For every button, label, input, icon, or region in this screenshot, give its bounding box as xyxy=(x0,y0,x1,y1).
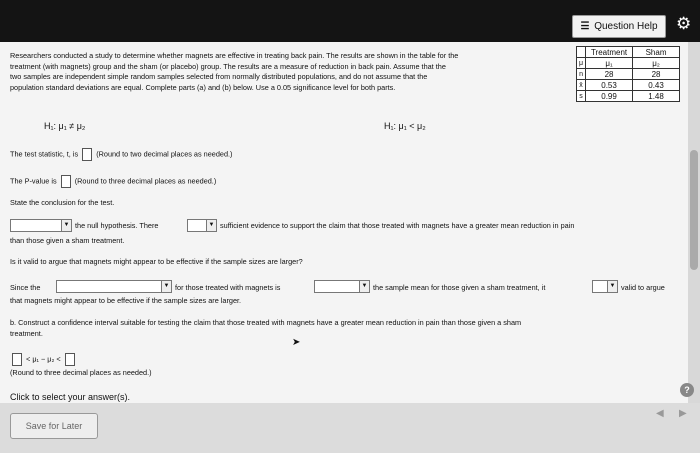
footer-bar xyxy=(0,403,700,453)
chevron-down-icon: ▼ xyxy=(206,220,216,231)
valid-text: the sample mean for those given a sham treatment, it xyxy=(373,283,546,292)
comparison-dropdown[interactable] xyxy=(314,280,370,293)
p-value-label: The P-value is xyxy=(10,176,57,186)
reject-dropdown[interactable] xyxy=(10,219,72,232)
test-statistic-note: (Round to two decimal places as needed.) xyxy=(96,149,233,159)
evidence-dropdown[interactable] xyxy=(187,219,217,232)
next-icon[interactable]: ▶ xyxy=(679,408,687,419)
test-statistic-label: The test statistic, t, is xyxy=(10,149,79,159)
mouse-cursor-icon: ➤ xyxy=(292,337,301,348)
confidence-interval-row xyxy=(10,353,77,366)
is-valid-dropdown[interactable] xyxy=(592,280,618,293)
table-header-row xyxy=(577,47,680,58)
statistic-dropdown[interactable] xyxy=(56,280,172,293)
list-icon: ☰ xyxy=(580,21,590,32)
p-value-note: (Round to three decimal places as needed.) xyxy=(74,176,217,186)
table-cell: μ₂ xyxy=(633,58,680,69)
table-cell: 28 xyxy=(633,69,680,80)
data-table xyxy=(576,46,680,102)
chevron-down-icon: ▼ xyxy=(607,281,617,292)
valid-text: for those treated with magnets is xyxy=(175,283,281,292)
row-label: μ xyxy=(577,58,586,69)
part-b-text: b. Construct a confidence interval suitable for testing the claim that those treated with magnets have a greater mean reduction in pain than those given a sham xyxy=(10,318,522,327)
test-statistic-row xyxy=(10,148,232,161)
test-statistic-input[interactable] xyxy=(82,148,92,161)
help-question-button[interactable]: ? xyxy=(680,383,694,397)
ci-interval-text: < μ₁ − μ₂ < xyxy=(26,354,61,364)
since-label: Since the xyxy=(10,283,41,292)
save-for-later-button[interactable]: Save for Later xyxy=(10,413,98,439)
row-label: n xyxy=(577,69,586,80)
conclusion-text: the null hypothesis. There xyxy=(75,221,159,230)
previous-icon[interactable]: ◀ xyxy=(656,408,664,419)
table-row xyxy=(577,91,680,102)
round-note: (Round to three decimal places as needed.) xyxy=(10,368,152,377)
hypothesis-option-1[interactable]: H₁: μ₁ ≠ μ₂ xyxy=(44,121,86,131)
ci-lower-input[interactable] xyxy=(12,353,22,366)
question-help-label: Question Help xyxy=(594,21,658,32)
chevron-down-icon: ▼ xyxy=(359,281,369,292)
table-cell: μ₁ xyxy=(586,58,633,69)
conclusion-text: sufficient evidence to support the claim that those treated with magnets have a greater mean reduction in pain xyxy=(220,221,575,230)
intro-line: Researchers conducted a study to determine whether magnets are effective in treating back pain. The results are shown in the table for the xyxy=(10,51,459,60)
table-cell: 0.99 xyxy=(586,91,633,102)
p-value-row xyxy=(10,175,216,188)
table-cell: 28 xyxy=(586,69,633,80)
hypothesis-option-2[interactable]: H₁: μ₁ < μ₂ xyxy=(384,121,426,131)
intro-line: treatment (with magnets) group and the sham (or placebo) group. The results are a measure of reduction in back pain. Assume that the xyxy=(10,61,446,71)
valid-question: Is it valid to argue that magnets might appear to be effective if the sample sizes are larger? xyxy=(10,257,303,266)
chevron-down-icon: ▼ xyxy=(161,281,171,292)
intro-line: population standard deviations are equal. Complete parts (a) and (b) below. Use a 0.05 significance level for both parts. xyxy=(10,82,396,92)
table-cell: 0.53 xyxy=(586,80,633,91)
valid-text: that magnets might appear to be effective if the sample sizes are larger. xyxy=(10,296,242,305)
table-header-cell: Treatment xyxy=(586,47,633,58)
table-row xyxy=(577,69,680,80)
footer-hint: Click to select your answer(s). xyxy=(10,392,131,402)
intro-line: two samples are independent simple random samples selected from normally distributed populations, and do not assume that the xyxy=(10,72,428,81)
table-header-cell: Sham xyxy=(633,47,680,58)
scrollbar-thumb[interactable] xyxy=(690,150,698,270)
conclusion-label: State the conclusion for the test. xyxy=(10,198,115,207)
row-label: s xyxy=(577,91,586,102)
part-b-text: treatment. xyxy=(10,329,43,338)
conclusion-text: than those given a sham treatment. xyxy=(10,236,125,245)
table-row xyxy=(577,58,680,69)
chevron-down-icon: ▼ xyxy=(61,220,71,231)
table-header-cell xyxy=(577,47,586,58)
ci-upper-input[interactable] xyxy=(65,353,75,366)
question-help-button[interactable] xyxy=(572,15,666,38)
question-intro xyxy=(10,51,575,93)
table-row xyxy=(577,80,680,91)
valid-text: valid to argue xyxy=(621,283,665,292)
row-label: x̄ xyxy=(577,80,586,91)
gear-icon[interactable]: ⚙ xyxy=(676,14,692,33)
p-value-input[interactable] xyxy=(61,175,71,188)
table-cell: 1.48 xyxy=(633,91,680,102)
table-cell: 0.43 xyxy=(633,80,680,91)
